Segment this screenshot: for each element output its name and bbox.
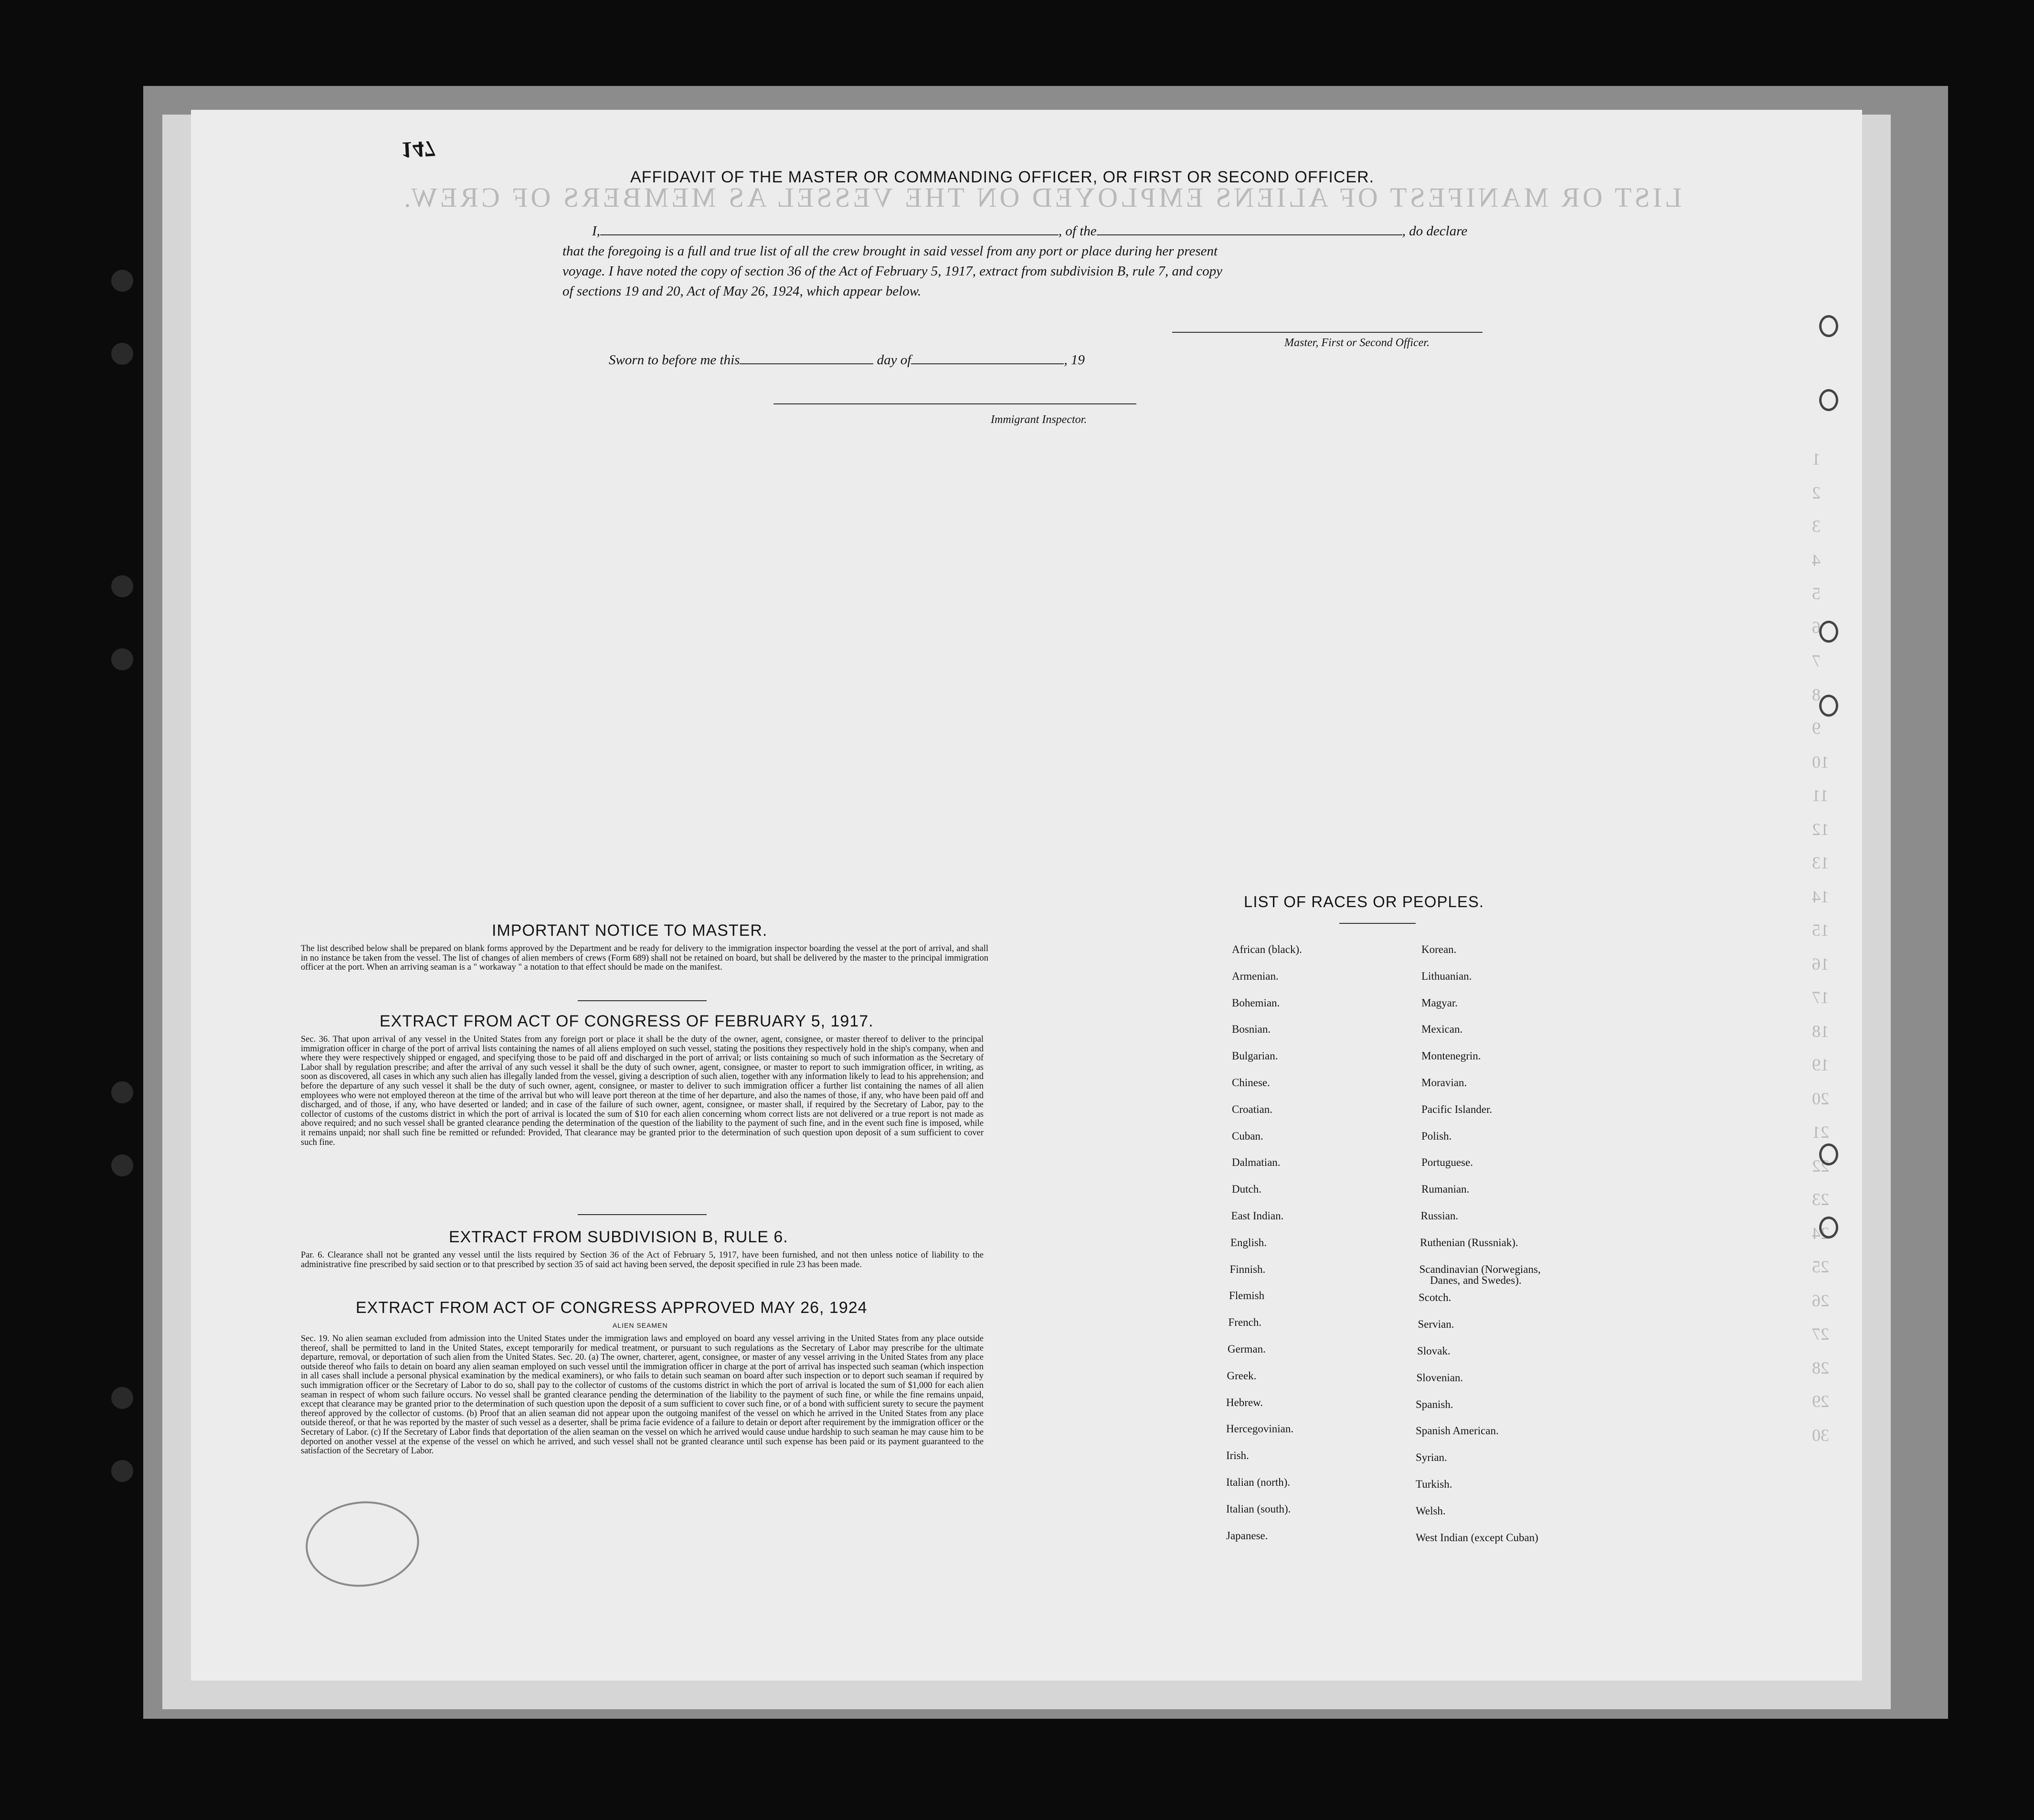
race-item: East Indian. [1231, 1210, 1284, 1222]
rule6-text: Par. 6. Clearance shall not be granted any vessel until the lists required by Section 36 of the Act of February 5, 1917, have been furnished, and not then unless notice of liability to the administrative fine prescribed by said section or to that prescribed by section 35 of said act having been served, the deposit specified in rule 23 has been made. [301, 1250, 984, 1270]
race-item: Greek. [1227, 1369, 1257, 1382]
bleed-through-row-number: 30 [1812, 1425, 1829, 1445]
punch-hole [111, 648, 133, 670]
race-item: Scotch. [1419, 1291, 1451, 1304]
affidavit-line1: I, , of the , do declare [592, 223, 1468, 239]
master-signature-label: Master, First or Second Officer. [1284, 337, 1430, 349]
race-item: Irish. [1226, 1450, 1249, 1462]
affidavit-line4: of sections 19 and 20, Act of May 26, 1924, which appear below. [562, 284, 922, 299]
inspector-signature-line [773, 403, 1136, 404]
extract-1924-text: Sec. 19. No alien seaman excluded from admission into the United States under the immigration laws and employed on board any vessel arriving in the United States from any place outside thereof, shall be permitted to land in the United States, except temporarily for medical treatment, or pursuant to such regulations as the Secretary of Labor may prescribe for the ultimate departure, removal, or deportation of such alien from the United States. Sec. 20. (a) The owner, charterer, agent, consignee, or master of any vessel arriving in the United States from any place outside thereof who fails to detain on board any alien seaman employed on such vessel until the immigration officer in charge at the port of arrival has inspected such seaman (which inspection in all cases shall include a personal physical examination by the medical examiners), or who fails to detain such seaman on board after such inspection or to deport such seaman if required by such immigration officer or the Secretary of Labor to do so, shall pay to the collector of customs of the customs district in which the port of arrival is located the sum of $1,000 for each alien seaman in respect of whom such failure occurs. No vessel shall be granted clearance pending the determination of the liability to the payment of such fine, or while the fine remains unpaid, except that clearance may be granted prior to the determination of such question upon the deposit of a sum sufficient to cover such fine, or of a bond with sufficient surety to secure the payment thereof approved by the collector of customs. (b) Proof that an alien seaman did not appear upon the outgoing manifest of the vessel on which he arrived in the United States from any place outside thereof, or that he was reported by the master of such vessel as a deserter, shall be prima facie evidence of a failure to detain or deport after requirement by the immigration officer or the Secretary of Labor. (c) If the Secretary of Labor finds that deportation of the alien seaman on the vessel on which he arrived would cause undue hardship to such seaman he may cause him to be deported on another vessel at the expense of the vessel on which he arrived, and such vessel shall not be granted clearance until such expense has been paid or its payment guaranteed to the satisfaction of the Secretary of Labor. [301, 1334, 984, 1456]
race-item: Magyar. [1421, 996, 1458, 1009]
bleed-through-row-number: 27 [1812, 1324, 1829, 1344]
race-item: Servian. [1418, 1318, 1454, 1331]
punch-hole [111, 270, 133, 292]
race-item: Ruthenian (Russniak). [1420, 1236, 1518, 1249]
affidavit-title: AFFIDAVIT OF THE MASTER OR COMMANDING OFFICER, OR FIRST OR SECOND OFFICER. [630, 168, 1375, 186]
bleed-through-row-number: 5 [1812, 584, 1821, 603]
race-item-continuation: Danes, and Swedes). [1430, 1274, 1522, 1286]
race-item: Slovenian. [1416, 1371, 1463, 1384]
race-item: Bohemian. [1232, 996, 1280, 1009]
punch-ring [1819, 695, 1838, 717]
bleed-through-row-number: 6 [1812, 617, 1821, 637]
race-item: Russian. [1420, 1210, 1459, 1222]
bleed-through-row-number: 10 [1812, 752, 1829, 772]
bleed-through-row-number: 29 [1812, 1392, 1829, 1411]
bleed-through-row-number: 8 [1812, 685, 1821, 704]
inspector-signature-label: Immigrant Inspector. [991, 413, 1087, 426]
punch-hole [111, 1081, 133, 1103]
master-signature-line [1172, 332, 1483, 333]
divider [578, 1214, 707, 1215]
race-item: Flemish [1229, 1290, 1265, 1302]
bleed-through-row-number: 26 [1812, 1291, 1829, 1310]
bleed-through-title: LIST OR MANIFEST OF ALIENS EMPLOYED ON THE VESSEL AS MEMBERS OF CREW. [401, 182, 1682, 213]
race-item: Welsh. [1416, 1504, 1446, 1517]
race-item: Lithuanian. [1421, 970, 1472, 982]
punch-ring [1819, 389, 1838, 411]
race-item: African (black). [1232, 943, 1302, 955]
race-item: Moravian. [1421, 1077, 1467, 1089]
extract-1924-title: EXTRACT FROM ACT OF CONGRESS APPROVED MAY 26, 1924 [356, 1299, 868, 1317]
race-item: Pacific Islander. [1421, 1103, 1493, 1115]
affidavit-line3: voyage. I have noted the copy of section 36 of the Act of February 5, 1917, extract from subdivision B, rule 7, and copy [562, 264, 1223, 279]
notice-title: IMPORTANT NOTICE TO MASTER. [492, 921, 768, 940]
bleed-through-row-number: 15 [1812, 921, 1829, 940]
race-item: Hebrew. [1226, 1396, 1263, 1408]
page-number: 147 [400, 136, 436, 163]
race-item: Japanese. [1226, 1529, 1268, 1542]
bleed-through-row-number: 14 [1812, 887, 1829, 906]
race-item: Armenian. [1232, 970, 1279, 982]
race-item: Bulgarian. [1232, 1050, 1278, 1062]
bleed-through-row-number: 17 [1812, 988, 1829, 1007]
race-item: Hercegovinian. [1226, 1423, 1294, 1435]
bleed-through-row-number: 20 [1812, 1089, 1829, 1108]
punch-hole [111, 1154, 133, 1176]
race-item: Portuguese. [1421, 1156, 1473, 1169]
bleed-through-row-number: 13 [1812, 853, 1829, 872]
bleed-through-row-number: 21 [1812, 1122, 1829, 1142]
bleed-through-row-number: 23 [1812, 1190, 1829, 1209]
race-item: Dalmatian. [1232, 1156, 1281, 1169]
bleed-through-row-number: 9 [1812, 719, 1821, 738]
race-item: Finnish. [1229, 1263, 1266, 1275]
race-item: Italian (south). [1226, 1503, 1291, 1515]
divider [578, 1000, 707, 1001]
bleed-through-row-number: 4 [1812, 550, 1821, 570]
bleed-through-row-number: 22 [1812, 1156, 1829, 1175]
race-item: Polish. [1421, 1130, 1452, 1142]
race-item: Croatian. [1232, 1103, 1272, 1115]
divider [1339, 923, 1416, 924]
race-item: Bosnian. [1232, 1023, 1271, 1036]
bleed-through-row-number: 18 [1812, 1021, 1829, 1041]
bleed-through-row-number: 11 [1812, 786, 1829, 805]
race-item: Chinese. [1232, 1077, 1270, 1089]
race-item: Scandinavian (Norwegians, [1419, 1263, 1541, 1275]
race-item: Slovak. [1417, 1345, 1451, 1357]
bleed-through-row-number: 28 [1812, 1358, 1829, 1377]
bleed-through-row-number: 16 [1812, 954, 1829, 973]
race-item: Spanish American. [1416, 1425, 1499, 1437]
bleed-through-row-number: 12 [1812, 819, 1829, 839]
race-item: Turkish. [1416, 1478, 1452, 1490]
punch-ring [1819, 621, 1838, 643]
race-item: Rumanian. [1421, 1183, 1470, 1196]
race-item: West Indian (except Cuban) [1416, 1531, 1538, 1544]
extract-1924-subtitle: ALIEN SEAMEN [613, 1322, 668, 1329]
punch-hole [111, 1387, 133, 1409]
punch-hole [111, 343, 133, 365]
extract-1917-title: EXTRACT FROM ACT OF CONGRESS OF FEBRUARY 5, 1917. [380, 1012, 874, 1030]
race-item: Syrian. [1416, 1451, 1447, 1464]
race-item: English. [1230, 1236, 1267, 1249]
race-item: German. [1228, 1343, 1266, 1355]
punch-hole [111, 1460, 133, 1482]
bleed-through-row-number: 24 [1812, 1223, 1829, 1243]
race-item: Montenegrin. [1421, 1050, 1481, 1062]
bleed-through-row-number: 19 [1812, 1055, 1829, 1074]
race-item: Korean. [1421, 943, 1457, 955]
race-item: Dutch. [1232, 1183, 1261, 1196]
bleed-through-row-number: 3 [1812, 517, 1821, 536]
punch-hole [111, 575, 133, 597]
affidavit-line2: that the foregoing is a full and true list of all the crew brought in said vessel from any port or place during her present [562, 243, 1218, 259]
race-item: Italian (north). [1226, 1476, 1291, 1488]
race-item: Cuban. [1232, 1130, 1263, 1142]
race-item: French. [1228, 1316, 1262, 1329]
punch-ring [1819, 1143, 1838, 1165]
punch-ring [1819, 1217, 1838, 1238]
bleed-through-row-number: 2 [1812, 483, 1821, 502]
punch-ring [1819, 315, 1838, 337]
bleed-through-row-number: 1 [1812, 449, 1821, 468]
race-item: Mexican. [1421, 1023, 1463, 1036]
races-title: LIST OF RACES OR PEOPLES. [1244, 893, 1484, 910]
bleed-through-row-number: 25 [1812, 1257, 1829, 1276]
bleed-through-row-number: 7 [1812, 651, 1821, 670]
race-item: Spanish. [1416, 1398, 1453, 1410]
notice-text: The list described below shall be prepared on blank forms approved by the Department and be ready for delivery to the immigration inspector boarding the vessel at the port of arrival, and shall in no instance be taken from the vessel. The list of changes of alien members of crews (Form 689) shall not be retained on board, but shall be delivered by the master to the principal immigration officer at the port. When an arriving seaman is a " workaway " a notation to that effect should be made on the manifest. [301, 944, 988, 973]
extract-1917-text: Sec. 36. That upon arrival of any vessel in the United States from any foreign port or place it shall be the duty of the owner, agent, consignee, or master thereof to deliver to the principal immigration officer in charge of the port of arrival lists containing the names of all aliens employed on such vessel, stating the positions they respectively hold in the ship's company, when and where they were respectively shipped or engaged, and specifying those to be paid off and discharged in the port of arrival; or lists containing so much of such information as the Secretary of Labor shall by regulation prescribe; and after the arrival of any such vessel it shall be the duty of such owner, agent, consignee, or master to report to such immigration officer, in writing, as soon as discovered, all cases in which any such alien has illegally landed from the vessel, giving a description of such alien, together with any information likely to lead to his apprehension; and before the departure of any such vessel it shall be the duty of such owner, agent, consignee, or master to deliver to such immigration officer a further list containing the names of all alien employees who were not employed thereon at the time of the arrival but who will leave port thereon at the time of her departure, and also the names of those, if any, who have been paid off and discharged, and of those, if any, who have deserted or landed; and in case of the failure of such owner, agent, consignee, or master shall, if required by the Secretary of Labor, pay to the collector of customs of the customs district in which the port of arrival is located the sum of $10 for each alien concerning whom correct lists are not delivered or a true report is not made as above required; and no such vessel shall be granted clearance pending the determination of the question of the liability to the payment of such fine, and in the event such fine is imposed, while it remains unpaid; nor shall such fine be remitted or refunded: Provided, That clearance may be granted prior to the determination of such question upon deposit of a sum sufficient to cover such fine. [301, 1035, 984, 1147]
rule6-title: EXTRACT FROM SUBDIVISION B, RULE 6. [449, 1228, 788, 1246]
sworn-line: Sworn to before me this day of , 19 [609, 352, 1085, 368]
